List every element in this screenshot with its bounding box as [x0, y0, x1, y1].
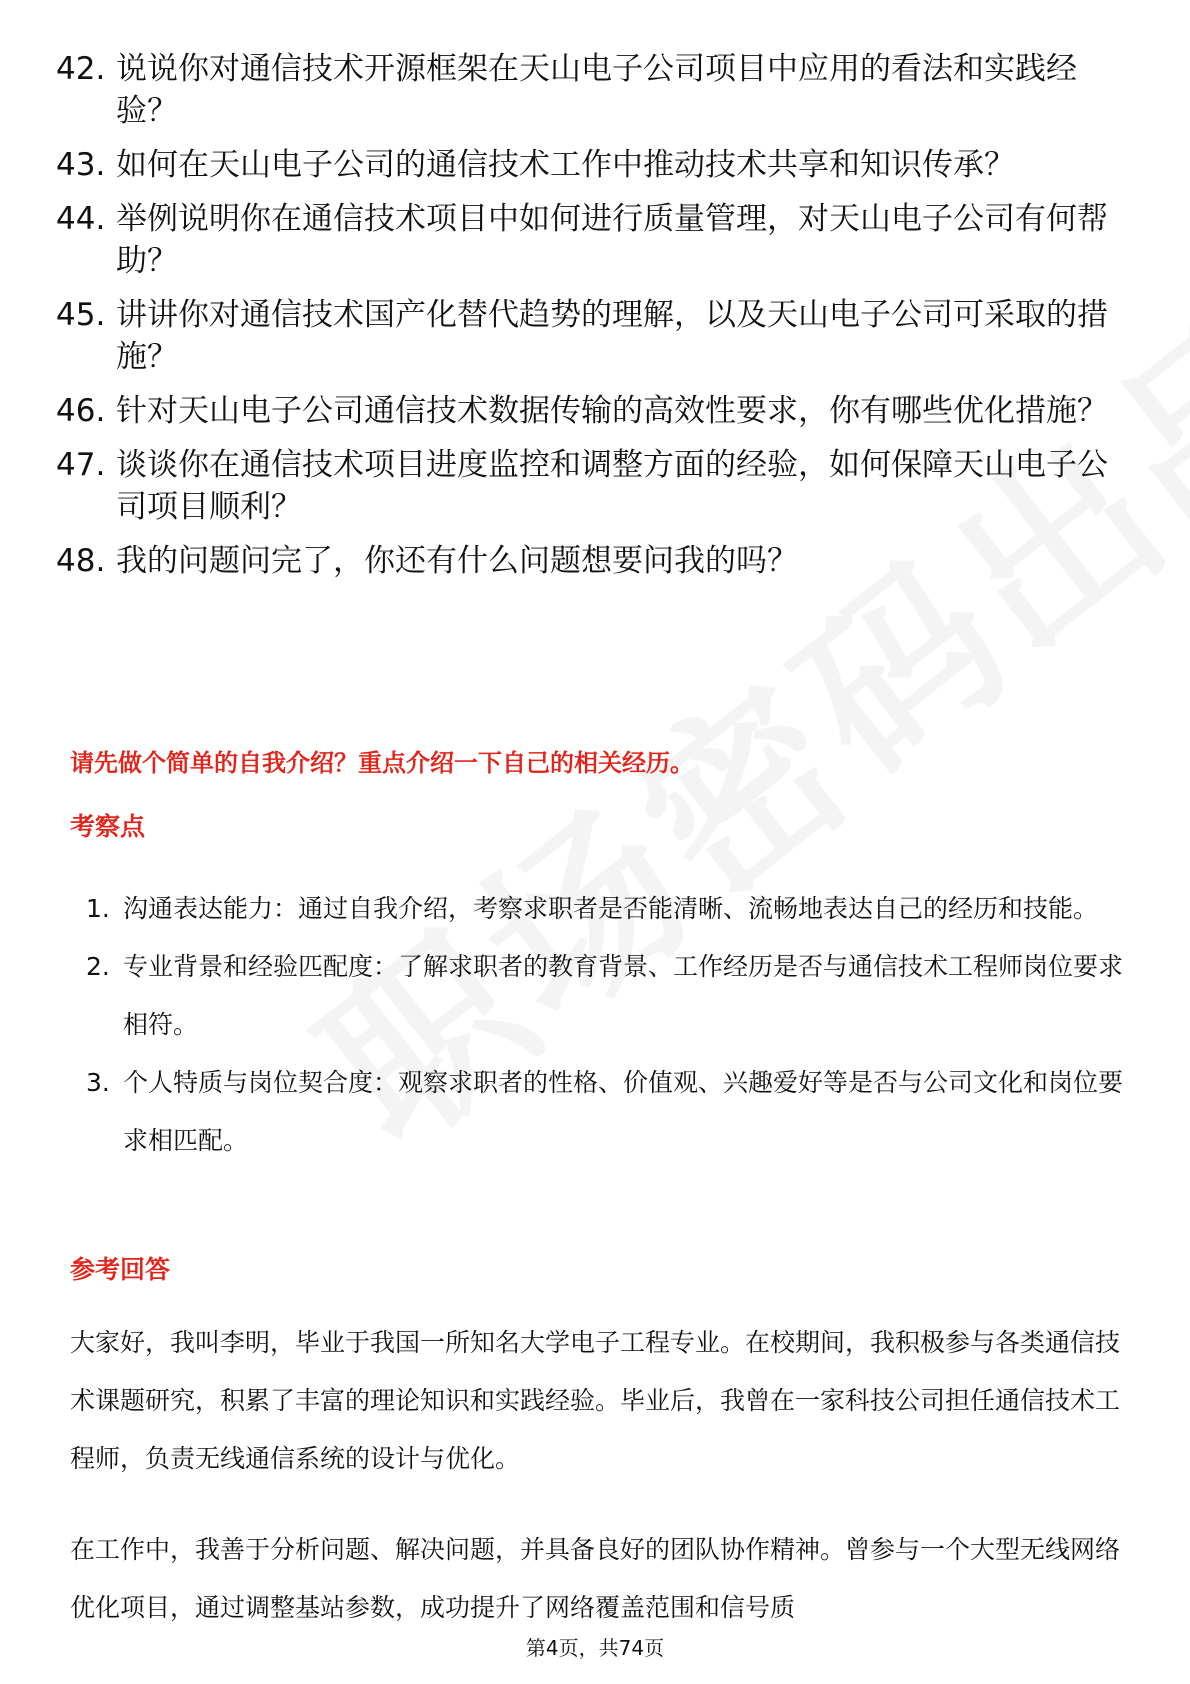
- point-number: 1.: [86, 894, 110, 923]
- question-number: 45.: [56, 297, 106, 333]
- point-item: [0, 880, 1190, 938]
- question-number: 46.: [56, 393, 106, 429]
- question-text: 说说你对通信技术开源框架在天山电子公司项目中应用的看法和实践经验？: [116, 51, 1077, 129]
- point-text: 专业背景和经验匹配度：了解求职者的教育背景、工作经历是否与通信技术工程师岗位要求相符。: [123, 952, 1124, 1039]
- question-item: [0, 390, 1190, 432]
- question-item: [0, 444, 1190, 528]
- answer-paragraph: 大家好，我叫李明，毕业于我国一所知名大学电子工程专业。在校期间，我积极参与各类通信技术课题研究，积累了丰富的理论知识和实践经验。毕业后，我曾在一家科技公司担任通信技术工程师，负责无线通信系统的设计与优化。: [70, 1328, 1121, 1473]
- page-footer: 第4页，共74页: [525, 1636, 665, 1660]
- section-title-reference-answer: 参考回答: [70, 1255, 171, 1284]
- question-text: 谈谈你在通信技术项目进度监控和调整方面的经验，如何保障天山电子公司项目顺利？: [116, 447, 1108, 525]
- question-item: [0, 48, 1190, 132]
- question-text: 如何在天山电子公司的通信技术工作中推动技术共享和知识传承？: [116, 147, 1015, 183]
- question-text: 讲讲你对通信技术国产化替代趋势的理解，以及天山电子公司可采取的措施？: [116, 297, 1108, 375]
- point-number: 2.: [86, 952, 110, 981]
- section-title-kaochadian: 考察点: [70, 812, 146, 841]
- question-list: [0, 48, 1190, 594]
- question-number: 47.: [56, 447, 106, 483]
- question-item: [0, 144, 1190, 186]
- question-number: 42.: [56, 51, 106, 87]
- answer-paragraph: 在工作中，我善于分析问题、解决问题，并具备良好的团队协作精神。曾参与一个大型无线网络优化项目，通过调整基站参数，成功提升了网络覆盖范围和信号质: [70, 1535, 1121, 1622]
- point-number: 3.: [86, 1068, 110, 1097]
- question-item: [0, 540, 1190, 582]
- point-item: [0, 938, 1190, 1054]
- point-text: 沟通表达能力：通过自我介绍，考察求职者是否能清晰、流畅地表达自己的经历和技能。: [123, 894, 1099, 923]
- points-list: [0, 880, 1190, 1170]
- point-item: [0, 1054, 1190, 1170]
- question-item: [0, 198, 1190, 282]
- point-text: 个人特质与岗位契合度：观察求职者的性格、价值观、兴趣爱好等是否与公司文化和岗位要求相匹配。: [123, 1068, 1124, 1155]
- question-number: 44.: [56, 201, 106, 237]
- question-text: 我的问题问完了，你还有什么问题想要问我的吗？: [116, 543, 798, 579]
- question-text: 举例说明你在通信技术项目中如何进行质量管理，对天山电子公司有何帮助？: [116, 201, 1108, 279]
- question-number: 48.: [56, 543, 106, 579]
- question-number: 43.: [56, 147, 106, 183]
- question-text: 针对天山电子公司通信技术数据传输的高效性要求，你有哪些优化措施？: [116, 393, 1108, 429]
- highlight-question: 请先做个简单的自我介绍？重点介绍一下自己的相关经历。: [70, 749, 694, 777]
- question-item: [0, 294, 1190, 378]
